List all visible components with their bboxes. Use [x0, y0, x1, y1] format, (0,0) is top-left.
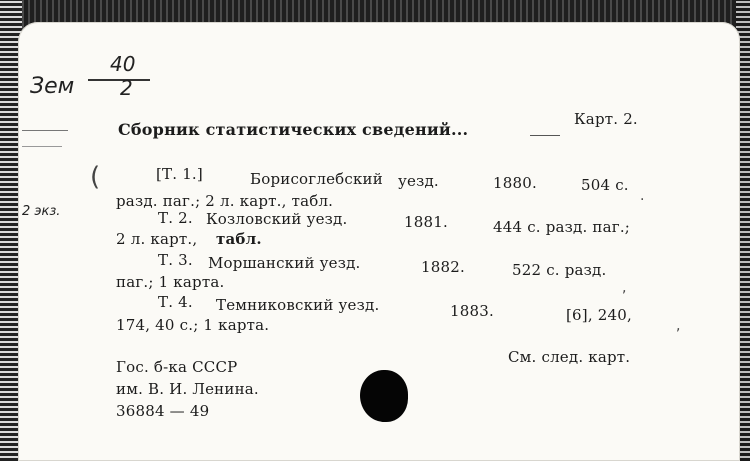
see-next-card: См. след. карт.	[508, 348, 631, 366]
volume-2-tables: табл.	[216, 230, 262, 248]
margin-rule	[22, 146, 62, 147]
volume-1-year: 1880.	[493, 174, 537, 192]
ink-speck: .	[640, 188, 645, 204]
shelf-mark-top: 40	[110, 52, 136, 76]
shelf-mark-fraction-line	[88, 79, 150, 81]
ink-speck: ,	[622, 280, 627, 296]
punch-hole	[360, 370, 408, 422]
volume-3-details: паг.; 1 карта.	[116, 273, 225, 291]
volume-2-pages: 444 с. разд. паг.;	[493, 218, 631, 236]
volume-2-name: Козловский уезд.	[206, 210, 348, 228]
volume-4-details: 174, 40 с.; 1 карта.	[116, 316, 270, 334]
ink-speck: ,	[676, 318, 681, 334]
library-dedication: им. В. И. Ленина.	[116, 380, 259, 398]
header-rule	[530, 135, 560, 136]
margin-bracket-mark: (	[90, 162, 101, 192]
library-name: Гос. б-ка СССР	[116, 358, 238, 376]
volume-3-number: Т. 3.	[158, 251, 193, 269]
copies-note: 2 экз.	[22, 204, 61, 219]
volume-2-number: Т. 2.	[158, 209, 193, 227]
card-number: Карт. 2.	[574, 110, 638, 128]
volume-4-name: Темниковский уезд.	[216, 296, 380, 314]
shelf-mark-prefix: Зем	[30, 74, 75, 99]
collection-title: Сборник статистических сведений...	[118, 120, 469, 139]
volume-1-type: уезд.	[398, 172, 439, 190]
volume-3-pages: 522 с. разд.	[512, 261, 607, 279]
volume-3-year: 1882.	[421, 258, 465, 276]
shelf-mark-bottom: 2	[120, 76, 133, 100]
volume-4-year: 1883.	[450, 302, 494, 320]
volume-4-number: Т. 4.	[158, 293, 193, 311]
volume-2-maps: 2 л. карт.,	[116, 230, 198, 248]
volume-1-name: Борисоглебский	[250, 170, 383, 188]
volume-1-number: [Т. 1.]	[156, 165, 203, 183]
volume-1-details: разд. паг.; 2 л. карт., табл.	[116, 192, 334, 210]
margin-rule	[22, 130, 68, 131]
volume-1-pages: 504 с.	[581, 176, 629, 194]
catalog-card	[18, 22, 740, 461]
volume-3-name: Моршанский уезд.	[208, 254, 361, 272]
volume-4-pages: [6], 240,	[566, 306, 632, 324]
volume-2-year: 1881.	[404, 213, 448, 231]
catalog-number: 36884 — 49	[116, 402, 210, 420]
